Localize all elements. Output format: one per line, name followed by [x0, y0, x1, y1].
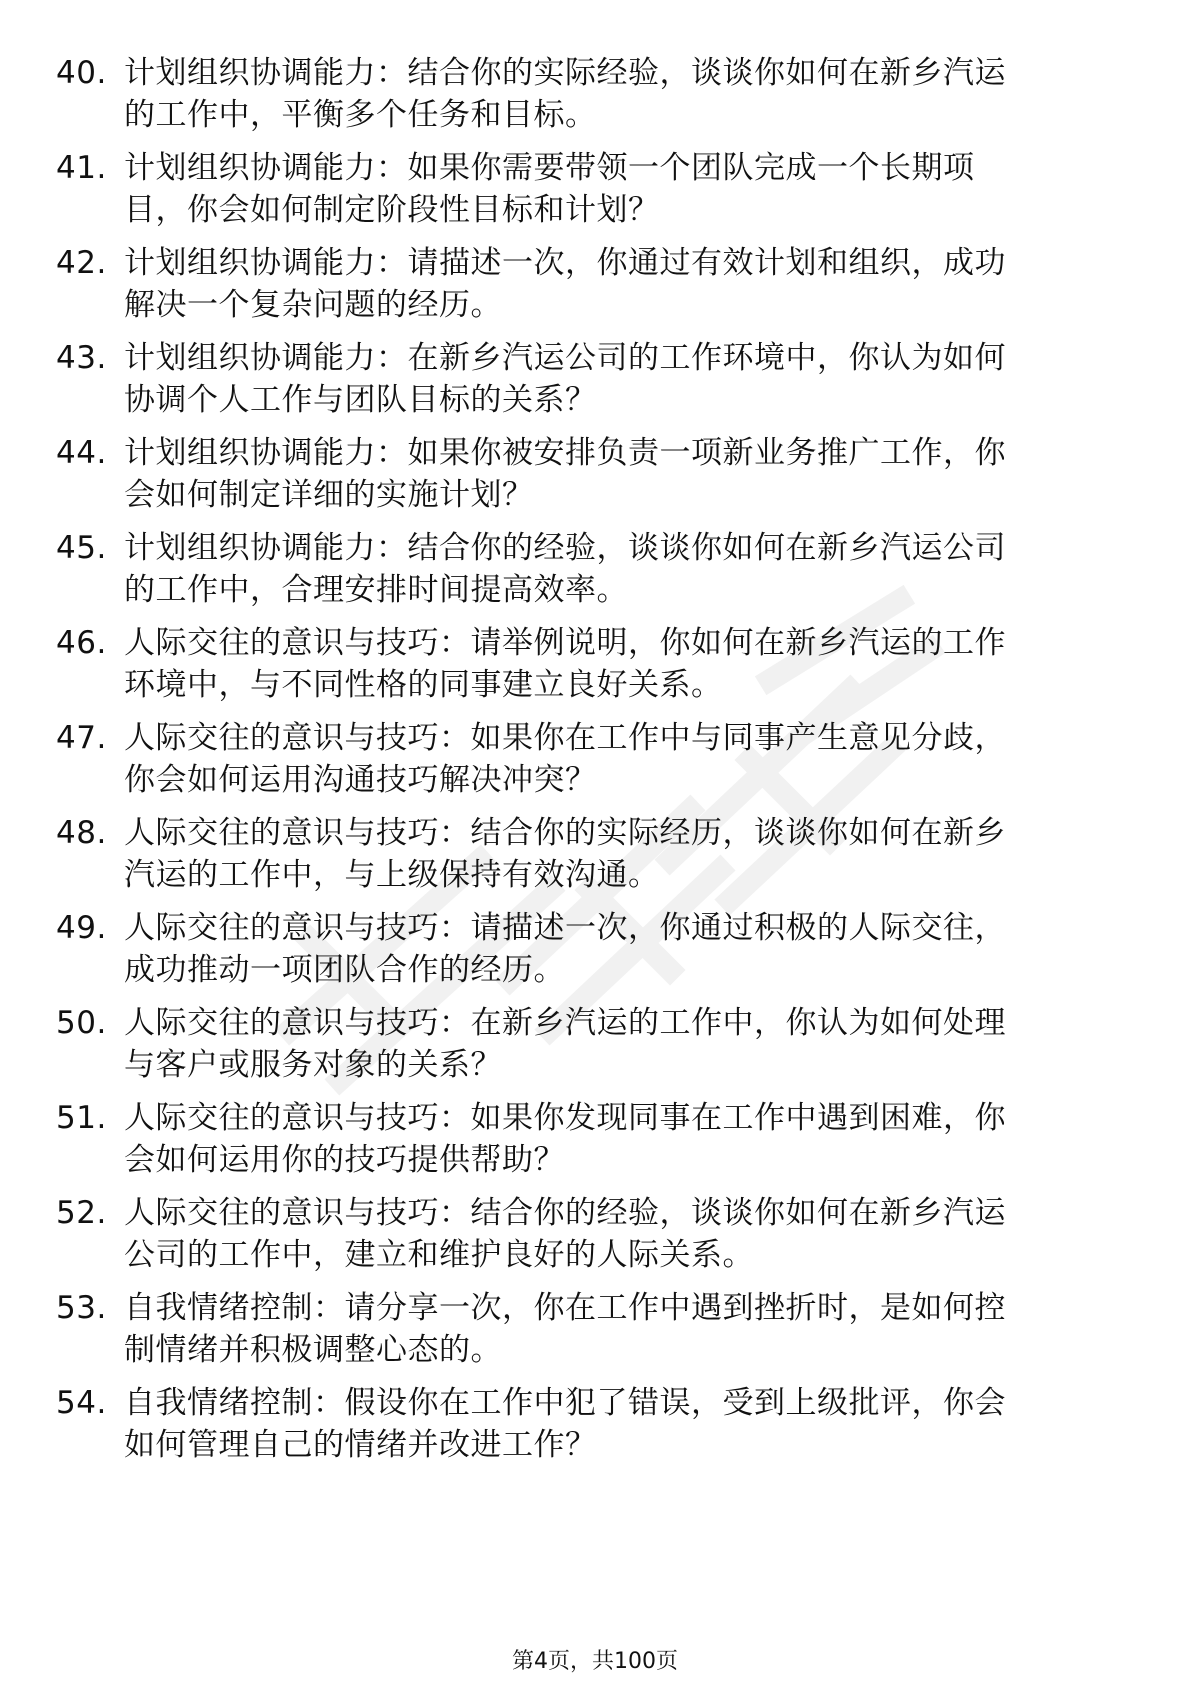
question-number: 50. [56, 1005, 107, 1041]
question-text [124, 52, 1114, 136]
question-line-2: 解决一个复杂问题的经历。 [124, 287, 502, 323]
question-text [124, 432, 1114, 516]
question-text [124, 1287, 1114, 1371]
question-text [124, 337, 1114, 421]
list-item [0, 1002, 1190, 1102]
question-number: 48. [56, 815, 107, 851]
question-line-2: 协调个人工作与团队目标的关系？ [124, 382, 597, 418]
question-line-2: 环境中，与不同性格的同事建立良好关系。 [124, 667, 723, 703]
question-line-1: 人际交往的意识与技巧：如果你发现同事在工作中遇到困难，你 [124, 1100, 1006, 1136]
question-line-1: 人际交往的意识与技巧：在新乡汽运的工作中，你认为如何处理 [124, 1005, 1006, 1041]
question-line-1: 计划组织协调能力：如果你需要带领一个团队完成一个长期项 [124, 150, 975, 186]
question-number: 42. [56, 245, 107, 281]
question-text [124, 1097, 1114, 1181]
list-item [0, 1097, 1190, 1197]
question-text [124, 147, 1114, 231]
question-line-2: 成功推动一项团队合作的经历。 [124, 952, 565, 988]
question-line-1: 计划组织协调能力：请描述一次，你通过有效计划和组织，成功 [124, 245, 1006, 281]
question-line-2: 的工作中，平衡多个任务和目标。 [124, 97, 597, 133]
question-line-2: 会如何运用你的技巧提供帮助？ [124, 1142, 565, 1178]
question-line-2: 的工作中，合理安排时间提高效率。 [124, 572, 628, 608]
question-text [124, 907, 1114, 991]
question-line-2: 制情绪并积极调整心态的。 [124, 1332, 502, 1368]
question-text [124, 1192, 1114, 1276]
question-line-1: 人际交往的意识与技巧：请描述一次，你通过积极的人际交往， [124, 910, 1006, 946]
question-line-2: 公司的工作中，建立和维护良好的人际关系。 [124, 1237, 754, 1273]
question-line-2: 会如何制定详细的实施计划？ [124, 477, 534, 513]
question-text [124, 242, 1114, 326]
list-item [0, 242, 1190, 342]
question-line-1: 自我情绪控制：请分享一次，你在工作中遇到挫折时，是如何控 [124, 1290, 1006, 1326]
list-item [0, 527, 1190, 627]
page-footer: 第4页，共100页 [512, 1649, 678, 1674]
question-line-1: 人际交往的意识与技巧：结合你的经验，谈谈你如何在新乡汽运 [124, 1195, 1006, 1231]
question-line-2: 汽运的工作中，与上级保持有效沟通。 [124, 857, 660, 893]
list-item [0, 1382, 1190, 1482]
question-line-2: 你会如何运用沟通技巧解决冲突？ [124, 762, 597, 798]
question-number: 45. [56, 530, 107, 566]
question-line-2: 如何管理自己的情绪并改进工作？ [124, 1427, 597, 1463]
question-text [124, 622, 1114, 706]
question-text [124, 1002, 1114, 1086]
list-item [0, 432, 1190, 532]
question-number: 53. [56, 1290, 107, 1326]
list-item [0, 337, 1190, 437]
question-line-2: 目，你会如何制定阶段性目标和计划？ [124, 192, 660, 228]
question-line-1: 自我情绪控制：假设你在工作中犯了错误，受到上级批评，你会 [124, 1385, 1006, 1421]
question-text [124, 1382, 1114, 1466]
question-line-1: 人际交往的意识与技巧：如果你在工作中与同事产生意见分歧， [124, 720, 1006, 756]
question-line-1: 计划组织协调能力：在新乡汽运公司的工作环境中，你认为如何 [124, 340, 1006, 376]
question-text [124, 527, 1114, 611]
question-number: 46. [56, 625, 107, 661]
question-line-1: 人际交往的意识与技巧：结合你的实际经历，谈谈你如何在新乡 [124, 815, 1006, 851]
question-number: 52. [56, 1195, 107, 1231]
question-number: 41. [56, 150, 107, 186]
question-line-1: 计划组织协调能力：如果你被安排负责一项新业务推广工作，你 [124, 435, 1006, 471]
list-item [0, 717, 1190, 817]
question-text [124, 812, 1114, 896]
question-number: 49. [56, 910, 107, 946]
list-item [0, 52, 1190, 152]
question-number: 40. [56, 55, 107, 91]
question-line-1: 计划组织协调能力：结合你的经验，谈谈你如何在新乡汽运公司 [124, 530, 1006, 566]
question-number: 54. [56, 1385, 107, 1421]
list-item [0, 1287, 1190, 1387]
list-item [0, 622, 1190, 722]
question-line-2: 与客户或服务对象的关系？ [124, 1047, 502, 1083]
question-number: 47. [56, 720, 107, 756]
question-number: 43. [56, 340, 107, 376]
list-item [0, 1192, 1190, 1292]
question-number: 44. [56, 435, 107, 471]
list-item [0, 812, 1190, 912]
question-text [124, 717, 1114, 801]
question-number: 51. [56, 1100, 107, 1136]
question-line-1: 计划组织协调能力：结合你的实际经验，谈谈你如何在新乡汽运 [124, 55, 1006, 91]
question-line-1: 人际交往的意识与技巧：请举例说明，你如何在新乡汽运的工作 [124, 625, 1006, 661]
list-item [0, 907, 1190, 1007]
list-item [0, 147, 1190, 247]
